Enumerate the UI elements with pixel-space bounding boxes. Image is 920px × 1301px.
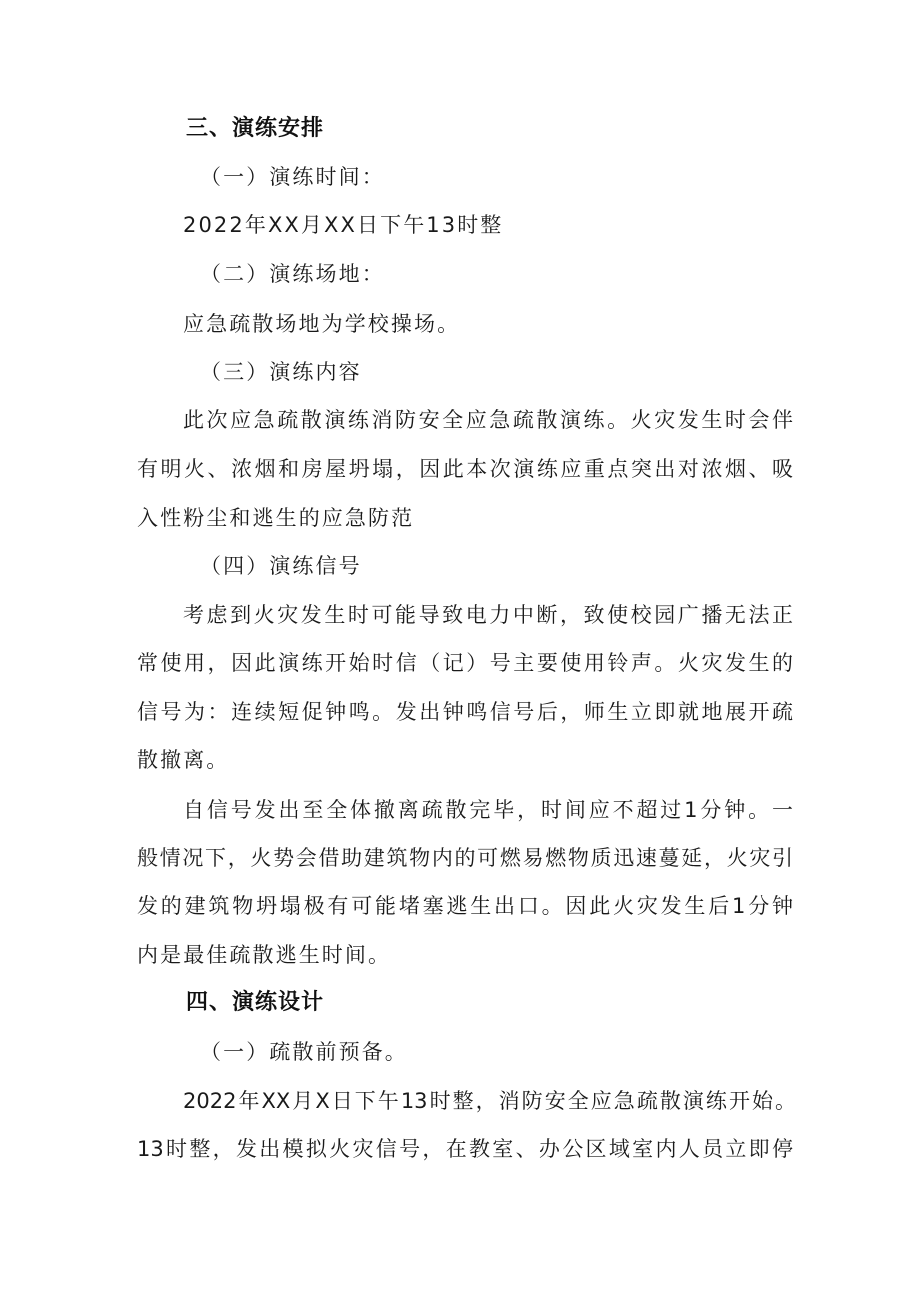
subheading-drill-signal: （四）演练信号	[200, 554, 362, 578]
subheading-drill-content: （三）演练内容	[200, 360, 362, 384]
paragraph-line: 有明火、浓烟和房屋坍塌，因此本次演练应重点突出对浓烟、吸	[137, 457, 793, 481]
paragraph-line: 信号为：连续短促钟鸣。发出钟鸣信号后，师生立即就地展开疏	[137, 700, 793, 724]
subheading-drill-venue: （二）演练场地：	[200, 262, 385, 286]
paragraph-line: 发的建筑物坍塌极有可能堵塞逃生出口。因此火灾发生后1分钟	[137, 894, 793, 918]
section-heading-4: 四、演练设计	[186, 990, 325, 1015]
drill-time-text: 2022年XX月XX日下午13时整	[183, 213, 504, 237]
paragraph-line: 内是最佳疏散逃生时间。	[137, 943, 392, 967]
paragraph-line: 13时整，发出模拟火灾信号，在教室、办公区域室内人员立即停	[137, 1137, 793, 1161]
paragraph-line: 般情况下，火势会借助建筑物内的可燃易燃物质迅速蔓延，火灾引	[137, 846, 793, 870]
paragraph-line: 考虑到火灾发生时可能导致电力中断，致使校园广播无法正	[183, 603, 793, 627]
paragraph-line: 常使用，因此演练开始时信（记）号主要使用铃声。火灾发生的	[137, 651, 793, 675]
section-heading-3: 三、演练安排	[186, 116, 325, 141]
paragraph-line: 2022年XX月X日下午13时整，消防安全应急疏散演练开始。	[183, 1089, 796, 1113]
paragraph-line: 散撤离。	[137, 748, 230, 772]
paragraph-line: 自信号发出至全体撤离疏散完毕，时间应不超过1分钟。一	[183, 798, 793, 822]
drill-venue-text: 应急疏散场地为学校操场。	[183, 312, 461, 336]
subheading-pre-evacuation: （一）疏散前预备。	[200, 1040, 408, 1064]
subheading-drill-time: （一）演练时间：	[200, 165, 385, 189]
paragraph-line: 入性粉尘和逃生的应急防范	[137, 506, 415, 530]
paragraph-line: 此次应急疏散演练消防安全应急疏散演练。火灾发生时会伴	[183, 408, 793, 432]
